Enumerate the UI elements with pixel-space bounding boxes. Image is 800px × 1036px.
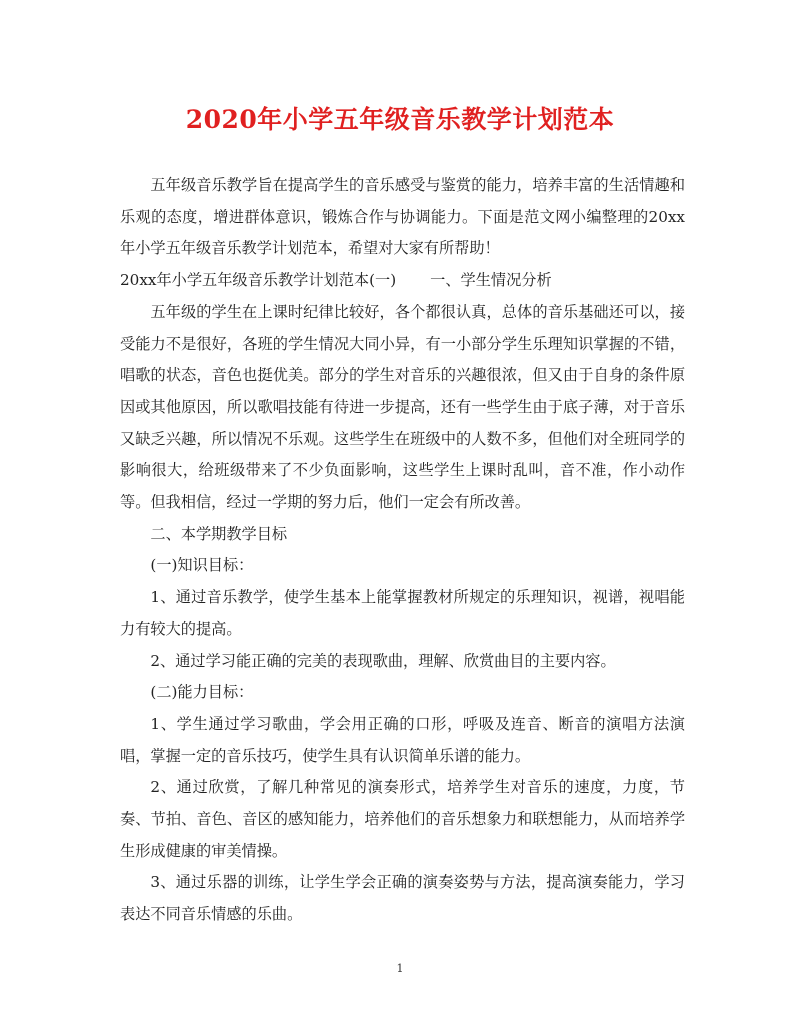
- intro-paragraph: 五年级音乐教学旨在提高学生的音乐感受与鉴赏的能力，培养丰富的生活情趣和乐观的态度，增进群体意识，锻炼合作与协调能力。下面是范文网小编整理的20xx年小学五年级音乐教学计划范本，希望对大家有所帮助！: [120, 176, 685, 258]
- ability-item-1: 1、学生通过学习歌曲，学会用正确的口形，呼吸及连音、断音的演唱方法演唱，掌握一定的音乐技巧，使学生具有认识简单乐谱的能力。: [120, 714, 685, 765]
- page-number: 1: [396, 962, 404, 975]
- knowledge-item-2: 2、通过学习能正确的完美的表现歌曲，理解、欣赏曲目的主要内容。: [150, 651, 616, 670]
- document-title: 2020年小学五年级音乐教学计划范本: [185, 105, 615, 134]
- heading-ability: (二)能力目标：: [150, 683, 254, 702]
- heading-goals: 二、本学期教学目标: [150, 524, 288, 543]
- section-line: [120, 265, 685, 297]
- document-body: [120, 170, 685, 931]
- heading-knowledge: (一)知识目标：: [150, 556, 254, 575]
- ability-item-3: 3、通过乐器的训练，让学生学会正确的演奏姿势与方法，提高演奏能力，学习表达不同音乐情感的乐曲。: [120, 873, 685, 924]
- students-paragraph: 五年级的学生在上课时纪律比较好，各个都很认真，总体的音乐基础还可以，接受能力不是很好，各班的学生情况大同小异，有一小部分学生乐理知识掌握的不错，唱歌的状态，音色也挺优美。部分的学生对音乐的兴趣很浓，但又由于自身的条件原因或其他原因，所以歌唱技能有待进一步提高，还有一些学生由于底子薄，对于音乐又缺乏兴趣，所以情况不乐观。这些学生在班级中的人数不多，但他们对全班同学的影响很大，给班级带来了不少负面影响，这些学生上课时乱叫，音不准，作小动作等。但我相信，经过一学期的努力后，他们一定会有所改善。: [120, 302, 685, 512]
- section-heading-students: 一、学生情况分析: [430, 271, 552, 290]
- ability-item-2: 2、通过欣赏，了解几种常见的演奏形式，培养学生对音乐的速度，力度，节奏、节拍、音色、音区的感知能力，培养他们的音乐想象力和联想能力，从而培养学生形成健康的审美情操。: [120, 778, 685, 860]
- knowledge-item-1: 1、通过音乐教学，使学生基本上能掌握教材所规定的乐理知识，视谱，视唱能力有较大的提高。: [120, 588, 685, 638]
- section-label: 20xx年小学五年级音乐教学计划范本(一): [120, 271, 397, 290]
